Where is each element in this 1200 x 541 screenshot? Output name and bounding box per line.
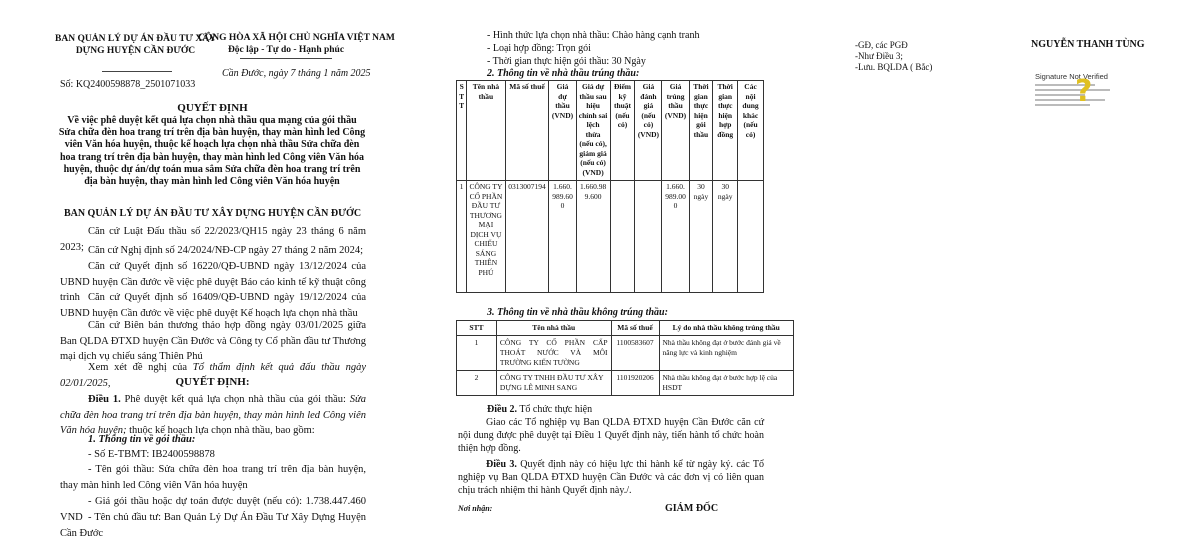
lcell-tax: 1101920206 — [611, 371, 659, 396]
decision-title: QUYẾT ĐỊNH — [177, 102, 248, 114]
lcell-name: CÔNG TY CỔ PHẦN CẤP THOÁT NƯỚC VÀ MÔI TRƯỜNG KIẾN TƯỜNG — [496, 336, 611, 371]
header-tax: Mã số thuế — [505, 81, 549, 181]
header-pkg-time: Thời gian thực hiện gói thầu — [689, 81, 713, 181]
page-3 — [800, 0, 1200, 527]
recipient-1: -GĐ, các PGĐ — [855, 40, 908, 50]
lcell-reason: Nhà thầu không đạt ở bước hợp lệ của HSDT — [659, 371, 794, 396]
lcell-stt: 1 — [457, 336, 497, 371]
cell-other — [738, 181, 764, 293]
basis-4: Căn cứ Quyết định số 16409/QĐ-UBND ngày 19/12/2024 của UBND huyện Cần đước về việc phê duyệt Kế hoạch lựa chọn nhà thầu — [60, 292, 366, 319]
cell-bid: 1.660.989.600 — [549, 181, 576, 293]
loser-row — [457, 371, 794, 396]
winner-row — [457, 181, 764, 293]
cell-adjusted: 1.660.989.600 — [576, 181, 610, 293]
digital-signature[interactable] — [1035, 70, 1155, 120]
section-3-title: 3. Thông tin về nhà thầu không trúng thầu: — [487, 307, 668, 318]
question-mark-icon: ? — [1075, 74, 1093, 109]
duration: - Thời gian thực hiện gói thầu: 30 Ngày — [487, 56, 646, 67]
basis-2: Căn cứ Nghị định số 24/2024/NĐ-CP ngày 27 tháng 2 năm 2024; — [88, 245, 364, 256]
header-win-price: Giá trúng thầu (VND) — [662, 81, 689, 181]
nation-name: CỘNG HÒA XÃ HỘI CHỦ NGHĨA VIỆT NAM — [198, 33, 395, 43]
place-date: Cần Đước, ngày 7 tháng 1 năm 2025 — [222, 68, 371, 79]
cell-win-price: 1.660.989.000 — [662, 181, 689, 293]
article-3: Điều 3. Quyết định này có hiệu lực thi hành kể từ ngày ký. các Tổ nghiệp vụ Ban QLDA ĐTXD huyện Cần Đước và các đơn vị có liên quan chịu trách nhiệm thi hành Quyết định này./. — [458, 459, 765, 496]
page-2 — [425, 0, 800, 527]
info-3: - Giá gói thầu hoặc dự toán được duyệt (nếu có): 1.738.447.460 VND — [60, 496, 366, 523]
authority-heading: BAN QUẢN LÝ DỰ ÁN ĐẦU TƯ XÂY DỰNG HUYỆN CẦN ĐƯỚC — [63, 208, 362, 219]
section-2-title: 2. Thông tin về nhà thầu trúng thầu: — [487, 68, 640, 79]
info-2: - Tên gói thầu: Sửa chữa đèn hoa trang trí trên địa bàn huyện, thay màn hình led Công viên Văn hóa huyện — [60, 464, 366, 491]
recipients-label: Nơi nhận: — [458, 504, 493, 513]
info-4: - Tên chủ đầu tư: Ban Quản Lý Dự Án Đầu Tư Xây Dựng Huyện Cần Đước — [60, 512, 366, 539]
cell-eval — [635, 181, 662, 293]
lcell-name: CÔNG TY TNHH ĐẦU TƯ XÂY DỰNG LÊ MINH SANG — [496, 371, 611, 396]
header-eval: Giá đánh giá (nếu có) (VND) — [635, 81, 662, 181]
proposal: Xem xét đề nghị của Tổ thẩm định kết quả đấu thầu ngày 02/01/2025, — [60, 362, 366, 389]
lcell-reason: Nhà thầu không đạt ở bước đánh giá về năng lực và kinh nghiệm — [659, 336, 794, 371]
page-1 — [0, 0, 425, 539]
header-stt: S T T — [457, 81, 467, 181]
basis-1: Căn cứ Luật Đấu thầu số 22/2023/QH15 ngày 23 tháng 6 năm 2023; — [60, 226, 366, 253]
info-1: - Số E-TBMT: IB2400598878 — [88, 449, 215, 460]
contract-type: - Loại hợp đồng: Trọn gói — [487, 43, 591, 54]
lcell-tax: 1100583607 — [611, 336, 659, 371]
article-2-title: Điều 2. Tổ chức thực hiện — [487, 404, 593, 415]
section-1-title: 1. Thông tin về gói thầu: — [88, 434, 196, 445]
header-other: Các nội dung khác (nếu có) — [738, 81, 764, 181]
winner-header-row — [457, 81, 764, 181]
doc-number: Số: KQ2400598878_2501071033 — [60, 79, 196, 90]
selection-method: - Hình thức lựa chọn nhà thầu: Chào hàng cạnh tranh — [487, 30, 700, 41]
header-score: Điểm kỹ thuật (nếu có) — [610, 81, 635, 181]
signer-name: NGUYỄN THANH TÙNG — [1031, 39, 1145, 50]
basis-5: Căn cứ Biên bản thương thảo hợp đồng ngày 03/01/2025 giữa Ban QLDA ĐTXD huyện Cần Đước và Công ty Cổ phần đầu tư Thương mại dịch vụ chiếu sáng Thiên Phú — [60, 320, 366, 362]
decision-subject: Về việc phê duyệt kết quả lựa chọn nhà thầu qua mạng của gói thầu Sửa chữa đèn hoa trang trí trên địa bàn huyện, thay màn hình led Công viên Văn hóa huyện, thuộc kế hoạch lựa chọn nhà thầu Sửa chữa đèn hoa trang trí trên địa bàn huyện, thay màn hình led Công viên Văn hóa huyện, thuộc dự án/dự toán mua sắm Sửa chữa đèn hoa trang trí trên địa bàn huyện, thay màn hình led Công viên Văn hóa huyện — [58, 115, 366, 188]
cell-pkg-time: 30 ngày — [689, 181, 713, 293]
motto-underline — [240, 58, 332, 59]
agency-name: BAN QUẢN LÝ DỰ ÁN ĐẦU TƯ XÂY DỰNG HUYỆN CẦN ĐƯỚC — [55, 34, 216, 56]
loser-row — [457, 336, 794, 371]
article-1: Điều 1. Phê duyệt kết quả lựa chọn nhà thầu của gói thầu: Sửa chữa đèn hoa trang trí trên địa bàn huyện, thay màn hình led Công viên Văn hóa huyện; thuộc kế hoạch lựa chọn nhà thầu, bao gồm: — [60, 394, 367, 436]
loser-header-row — [457, 321, 794, 336]
article-2-body: Giao các Tổ nghiệp vụ Ban QLDA ĐTXD huyện Cần Đước căn cứ nội dung được phê duyệt tại Điều 1 Quyết định này, tiến hành tổ chức hoàn thiện hợp đồng. — [458, 417, 764, 454]
cell-contract-time: 30 ngày — [713, 181, 738, 293]
recipient-3: -Lưu. BQLDA ( Bắc) — [855, 62, 933, 72]
signature-status: Signature Not Verified — [1035, 72, 1108, 81]
recipient-2: -Như Điều 3; — [855, 51, 903, 61]
lheader-tax: Mã số thuế — [611, 321, 659, 336]
decide-heading: QUYẾT ĐỊNH: — [175, 376, 250, 388]
lheader-reason: Lý do nhà thầu không trúng thầu — [659, 321, 794, 336]
basis-3: Căn cứ Quyết định số 16220/QĐ-UBND ngày 13/12/2024 của UBND huyện Cần đước về việc phê duyệt Báo cáo kinh tế kỹ thuật công trình — [60, 261, 366, 303]
cell-tax: 0313007194 — [505, 181, 549, 293]
loser-table — [456, 320, 794, 396]
header-adjusted: Giá dự thầu sau hiệu chỉnh sai lệch thừa (nếu có), giảm giá (nếu có) (VND) — [576, 81, 610, 181]
header-contract-time: Thời gian thực hiện hợp đồng — [713, 81, 738, 181]
lheader-stt: STT — [457, 321, 497, 336]
header-bid: Giá dự thầu (VND) — [549, 81, 576, 181]
cell-name: CÔNG TY CỔ PHẦN ĐẦU TƯ THƯƠNG MẠI DỊCH VỤ CHIẾU SÁNG THIÊN PHÚ — [467, 181, 505, 293]
cell-stt: 1 — [457, 181, 467, 293]
cell-score — [610, 181, 635, 293]
lcell-stt: 2 — [457, 371, 497, 396]
winner-table — [456, 80, 764, 293]
nation-motto: Độc lập - Tự do - Hạnh phúc — [227, 45, 345, 55]
agency-underline — [102, 71, 172, 72]
lheader-name: Tên nhà thầu — [496, 321, 611, 336]
header-name: Tên nhà thầu — [467, 81, 505, 181]
director-title: GIÁM ĐỐC — [665, 503, 719, 514]
